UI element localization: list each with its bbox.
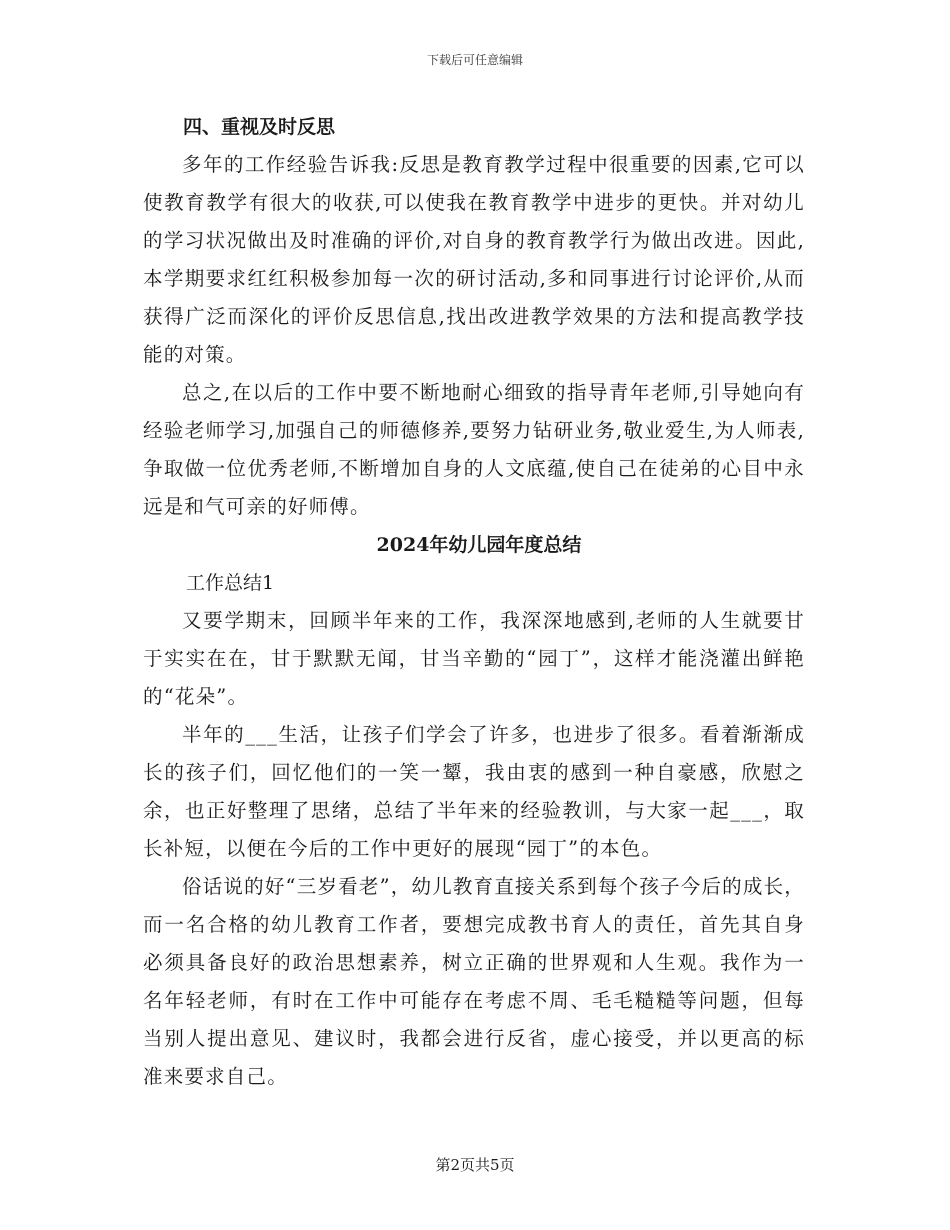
page-number: 第2页共5页 bbox=[435, 1156, 515, 1174]
section-heading: 四、重视及时反思 bbox=[183, 116, 336, 138]
paragraph: 多年的工作经验告诉我:反思是教育教学过程中很重要的因素,它可以使教育教学有很大的收获,可以使我在教育教学中进步的更快。并对幼儿的学习状况做出及时准确的评价,对自身的教育教学行为做出改进。因此,本学期要求红红积极参加每一次的研讨活动,多和同事进行讨论评价,从而获得广泛而深化的评价反思信息,找出改进教学效果的方法和提高教学技能的对策。 bbox=[143, 153, 805, 366]
paragraph: 又要学期末，回顾半年来的工作，我深深地感到,老师的人生就要甘于实实在在，甘于默默无闻，甘当辛勤的“园丁”，这样才能浇灌出鲜艳的“花朵”。 bbox=[143, 609, 805, 708]
paragraph: 总之,在以后的工作中要不断地耐心细致的指导青年老师,引导她向有经验老师学习,加强自己的师德修养,要努力钻研业务,敬业爱生,为人师表,争取做一位优秀老师,不断增加自身的人文底蕴,使自己在徒弟的心目中永远是和气可亲的好师傅。 bbox=[143, 381, 805, 518]
document-body bbox=[143, 108, 805, 1096]
paragraph: 俗话说的好“三岁看老”，幼儿教育直接关系到每个孩子今后的成长，而一名合格的幼儿教育工作者，要想完成教书育人的责任，首先其自身必须具备良好的政治思想素养，树立正确的世界观和人生观。我作为一名年轻老师，有时在工作中可能存在考虑不周、毛毛糙糙等问题，但每当别人提出意见、建议时，我都会进行反省，虚心接受，并以更高的标准来要求自己。 bbox=[143, 875, 805, 1088]
document-title: 2024年幼儿园年度总结 bbox=[376, 534, 582, 556]
page-header: 下载后可任意编辑 bbox=[426, 53, 523, 67]
paragraph: 半年的___生活，让孩子们学会了许多，也进步了很多。看着渐渐成长的孩子们，回忆他们的一笑一颦，我由衷的感到一种自豪感，欣慰之余，也正好整理了思绪，总结了半年来的经验教训，与大家一起___，取长补短，以便在今后的工作中更好的展现“园丁”的本色。 bbox=[143, 723, 805, 860]
subheading: 工作总结1 bbox=[186, 572, 275, 594]
